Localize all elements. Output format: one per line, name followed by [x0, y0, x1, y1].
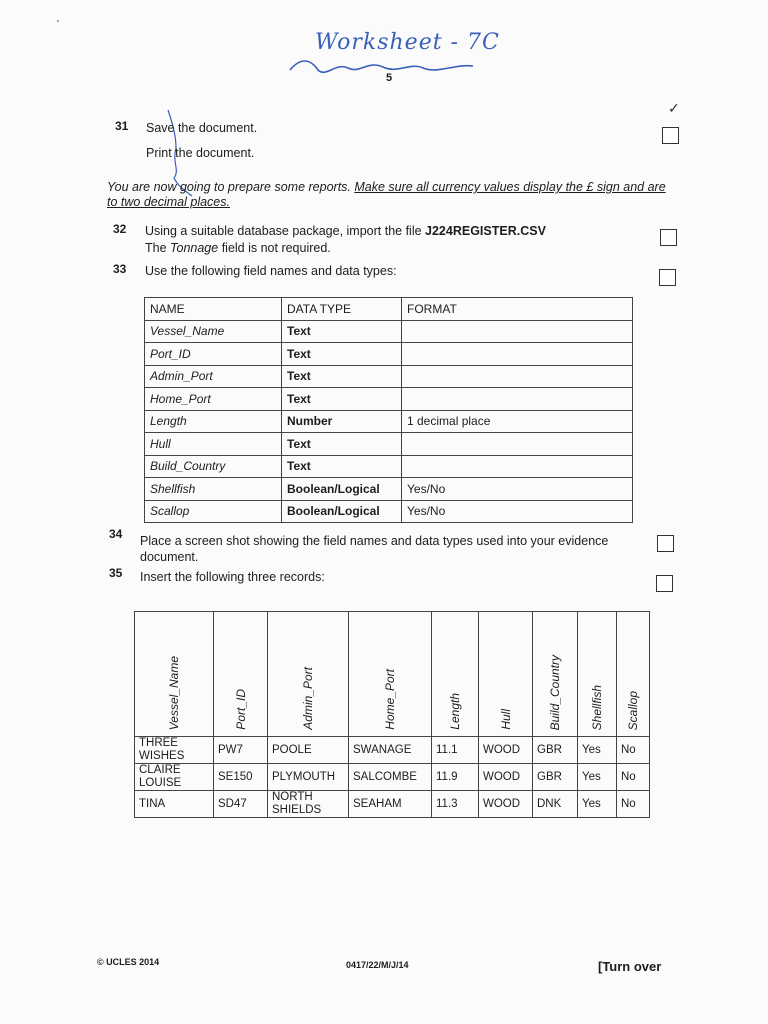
col-home-port-label: Home_Port — [383, 669, 397, 730]
cell-port-id: SD47 — [214, 791, 268, 818]
col-length-label: Length — [448, 693, 462, 730]
field-format — [402, 455, 633, 478]
cell-port-id: SE150 — [214, 764, 268, 791]
cell-home-port: SEAHAM — [349, 791, 432, 818]
intro-text: You are now going to prepare some reports. — [107, 180, 355, 194]
cell-length: 11.3 — [432, 791, 479, 818]
table-row — [135, 737, 650, 764]
col-hull-label: Hull — [498, 709, 513, 730]
cell-admin-port: PLYMOUTH — [268, 764, 349, 791]
turn-over: [Turn over — [598, 959, 662, 974]
records-table — [134, 611, 650, 818]
col-port-id — [214, 612, 268, 737]
cell-vessel-name: CLAIRE LOUISE — [135, 764, 214, 791]
col-scallop-label: Scallop — [626, 690, 640, 730]
table-row — [135, 791, 650, 818]
field-type: Text — [282, 433, 402, 456]
cell-hull: WOOD — [479, 791, 533, 818]
col-port-id-label: Port_ID — [233, 689, 248, 730]
table-row — [145, 433, 633, 456]
cell-hull: WOOD — [479, 764, 533, 791]
header-name: NAME — [145, 298, 282, 321]
col-admin-port-label: Admin_Port — [301, 667, 315, 730]
cell-vessel-name: THREE WISHES — [135, 737, 214, 764]
question-35-text: Insert the following three records: — [140, 570, 325, 584]
field-format — [402, 433, 633, 456]
tick-mark: ✓ — [668, 100, 680, 116]
question-32-line-1 — [145, 223, 546, 239]
field-name: Build_Country — [145, 455, 282, 478]
field-name: Admin_Port — [145, 365, 282, 388]
paper-code: 0417/22/M/J/14 — [346, 960, 409, 970]
checkbox-32[interactable] — [660, 229, 677, 246]
header-data-type: DATA TYPE — [282, 298, 402, 321]
question-33-text: Use the following field names and data types: — [145, 264, 397, 278]
field-format — [402, 343, 633, 366]
handwritten-title: Worksheet - 7C — [315, 30, 500, 55]
question-number: 34 — [109, 527, 123, 541]
tonnage-field: Tonnage — [170, 241, 219, 255]
field-type: Text — [282, 320, 402, 343]
q32-text-a: The — [145, 241, 171, 255]
table-row — [145, 365, 633, 388]
col-hull — [479, 612, 533, 737]
cell-build-country: GBR — [533, 737, 578, 764]
field-type: Text — [282, 365, 402, 388]
file-name: J224REGISTER.CSV — [425, 224, 546, 238]
table-row — [145, 343, 633, 366]
field-name: Length — [145, 410, 282, 433]
field-name: Scallop — [145, 500, 282, 523]
table-row — [145, 478, 633, 501]
question-number: 33 — [113, 262, 127, 276]
table-row — [135, 764, 650, 791]
field-type: Number — [282, 410, 402, 433]
field-types-table — [144, 297, 633, 523]
copyright: © UCLES 2014 — [97, 957, 160, 967]
col-admin-port — [268, 612, 349, 737]
col-length — [432, 612, 479, 737]
col-vessel-name-label: Vessel_Name — [167, 655, 181, 730]
question-34-line-2: document. — [140, 550, 199, 564]
header-format: FORMAT — [402, 298, 633, 321]
field-type: Text — [282, 455, 402, 478]
q32-text-b: field is not required. — [218, 241, 331, 255]
cell-vessel-name: TINA — [135, 791, 214, 818]
cell-length: 11.9 — [432, 764, 479, 791]
col-shellfish-label: Shellfish — [590, 684, 604, 730]
cell-home-port: SWANAGE — [349, 737, 432, 764]
col-home-port — [349, 612, 432, 737]
question-32-text: Using a suitable database package, import the file — [145, 224, 426, 238]
question-31-line-2: Print the document. — [146, 146, 255, 160]
scan-speck — [57, 20, 59, 22]
cell-shellfish: Yes — [578, 737, 617, 764]
field-format — [402, 388, 633, 411]
checkbox-31[interactable] — [662, 127, 679, 144]
checkbox-33[interactable] — [659, 269, 676, 286]
table-row — [145, 500, 633, 523]
checkbox-35[interactable] — [656, 575, 673, 592]
col-build-country — [533, 612, 578, 737]
cell-scallop: No — [617, 791, 650, 818]
col-scallop — [617, 612, 650, 737]
field-type: Boolean/Logical — [282, 478, 402, 501]
cell-admin-port: POOLE — [268, 737, 349, 764]
cell-scallop: No — [617, 764, 650, 791]
col-shellfish — [578, 612, 617, 737]
cell-build-country: DNK — [533, 791, 578, 818]
question-34-text — [140, 533, 620, 565]
table-row — [145, 388, 633, 411]
field-name: Hull — [145, 433, 282, 456]
records-header-row — [135, 612, 650, 737]
field-format: 1 decimal place — [402, 410, 633, 433]
table-row — [145, 410, 633, 433]
field-name: Shellfish — [145, 478, 282, 501]
question-number: 35 — [109, 566, 123, 580]
field-name: Vessel_Name — [145, 320, 282, 343]
field-format: Yes/No — [402, 478, 633, 501]
question-34-line-1: Place a screen shot showing the field names and data types used into your evidence — [140, 534, 609, 548]
table-header-row — [145, 298, 633, 321]
table-row — [145, 455, 633, 478]
col-vessel-name — [135, 612, 214, 737]
handwritten-squiggle — [288, 58, 478, 78]
field-type: Boolean/Logical — [282, 500, 402, 523]
cell-build-country: GBR — [533, 764, 578, 791]
cell-port-id: PW7 — [214, 737, 268, 764]
question-number: 32 — [113, 222, 127, 236]
reports-intro — [107, 180, 677, 210]
question-31-line-1: Save the document. — [146, 121, 258, 135]
table-row — [145, 320, 633, 343]
cell-admin-port: NORTH SHIELDS — [268, 791, 349, 818]
checkbox-34[interactable] — [657, 535, 674, 552]
field-name: Home_Port — [145, 388, 282, 411]
cell-shellfish: Yes — [578, 764, 617, 791]
field-format: Yes/No — [402, 500, 633, 523]
field-type: Text — [282, 388, 402, 411]
field-name: Port_ID — [145, 343, 282, 366]
field-format — [402, 320, 633, 343]
field-format — [402, 365, 633, 388]
page-number: 5 — [386, 72, 393, 84]
intro-underlined: Make sure all currency values display the £ sign and are to two decimal places. — [107, 180, 666, 209]
field-type: Text — [282, 343, 402, 366]
question-32-line-2 — [145, 240, 331, 256]
question-number: 31 — [115, 119, 129, 133]
cell-scallop: No — [617, 737, 650, 764]
cell-home-port: SALCOMBE — [349, 764, 432, 791]
cell-length: 11.1 — [432, 737, 479, 764]
cell-shellfish: Yes — [578, 791, 617, 818]
cell-hull: WOOD — [479, 737, 533, 764]
col-build-country-label: Build_Country — [548, 654, 562, 730]
